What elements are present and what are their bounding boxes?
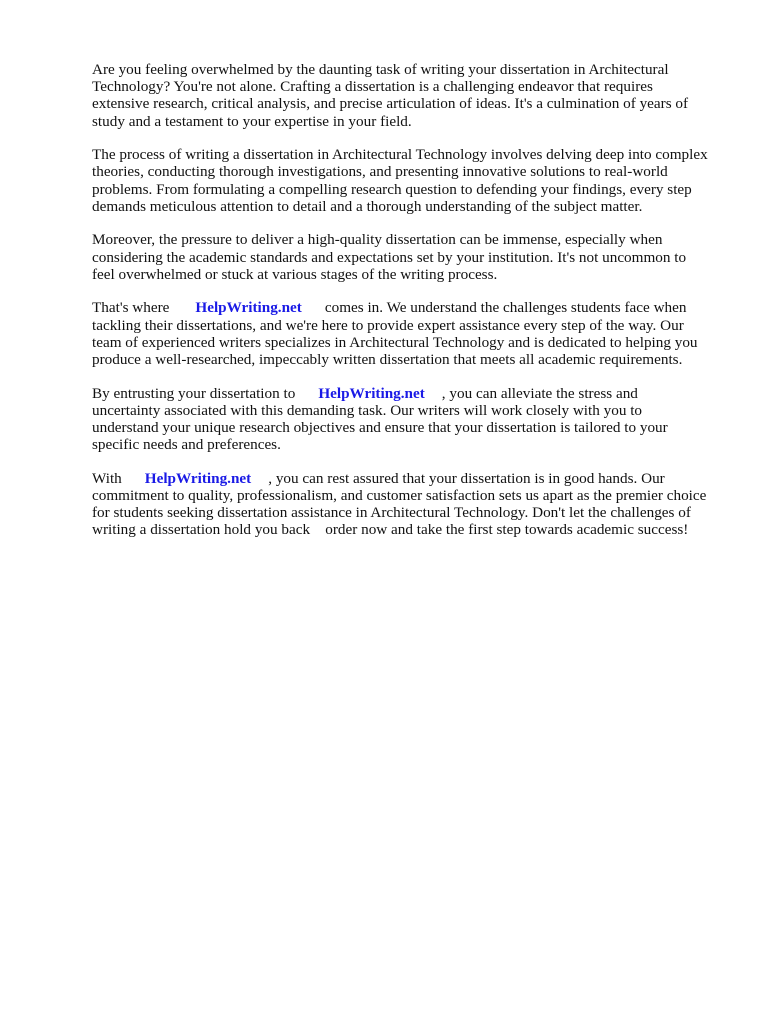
- text-line: theories, conducting thorough investigations, and presenting innovative solutions to real-world: [92, 163, 668, 181]
- text-line: Technology? You're not alone. Crafting a dissertation is a challenging endeavor that requires: [92, 78, 653, 96]
- text-segment: , you can rest assured that your dissertation is in good hands. Our: [268, 469, 665, 487]
- document-page: [92, 61, 732, 555]
- paragraph-closing: [92, 470, 732, 539]
- text-line: for students seeking dissertation assistance in Architectural Technology. Don't let the challenges of: [92, 504, 691, 522]
- text-segment: That's where: [92, 299, 170, 317]
- text-segment: With: [92, 469, 122, 487]
- text-line: problems. From formulating a compelling research question to defending your findings, every step: [92, 180, 692, 198]
- text-line: [92, 470, 732, 487]
- text-line: Moreover, the pressure to deliver a high-quality dissertation can be immense, especially when: [92, 231, 663, 249]
- text-line: understand your unique research objectives and ensure that your dissertation is tailored to your: [92, 419, 668, 437]
- text-line: commitment to quality, professionalism, and customer satisfaction sets us apart as the premier choice: [92, 487, 707, 505]
- text-segment: comes in. We understand the challenges students face when: [324, 299, 687, 317]
- helpwriting-link[interactable]: HelpWriting.net: [318, 384, 425, 402]
- text-line: The process of writing a dissertation in Architectural Technology involves delving deep into complex: [92, 146, 708, 164]
- text-line: specific needs and preferences.: [92, 436, 281, 454]
- paragraph-process: [92, 146, 732, 215]
- text-line: [92, 299, 732, 316]
- text-line: Are you feeling overwhelmed by the daunting task of writing your dissertation in Architectural: [92, 61, 669, 78]
- text-line: considering the academic standards and expectations set by your institution. It's not uncommon to: [92, 248, 687, 266]
- text-line: team of experienced writers specializes in Architectural Technology and is dedicated to helping you: [92, 333, 698, 351]
- text-line: tackling their dissertations, and we're here to provide expert assistance every step of the way. Our: [92, 316, 684, 334]
- text-line: study and a testament to your expertise in your field.: [92, 112, 412, 130]
- text-line: produce a well-researched, impeccably written dissertation that meets all academic requirements.: [92, 351, 683, 369]
- text-segment: By entrusting your dissertation to: [92, 384, 296, 402]
- text-line: extensive research, critical analysis, and precise articulation of ideas. It's a culmination of years of: [92, 95, 689, 113]
- paragraph-intro-service: [92, 299, 732, 368]
- paragraph-pressure: [92, 231, 732, 283]
- text-segment: , you can alleviate the stress and: [441, 384, 638, 402]
- helpwriting-link[interactable]: HelpWriting.net: [144, 469, 252, 487]
- helpwriting-link[interactable]: HelpWriting.net: [195, 299, 302, 317]
- text-line: uncertainty associated with this demanding task. Our writers will work closely with you to: [92, 401, 643, 419]
- paragraph-intro: [92, 61, 732, 130]
- text-line: feel overwhelmed or stuck at various stages of the writing process.: [92, 265, 498, 283]
- text-line: demands meticulous attention to detail and a thorough understanding of the subject matter.: [92, 197, 643, 215]
- text-line: writing a dissertation hold you back order now and take the first step towards academic success!: [92, 521, 689, 539]
- paragraph-entrusting: [92, 385, 732, 454]
- text-line: [92, 385, 732, 402]
